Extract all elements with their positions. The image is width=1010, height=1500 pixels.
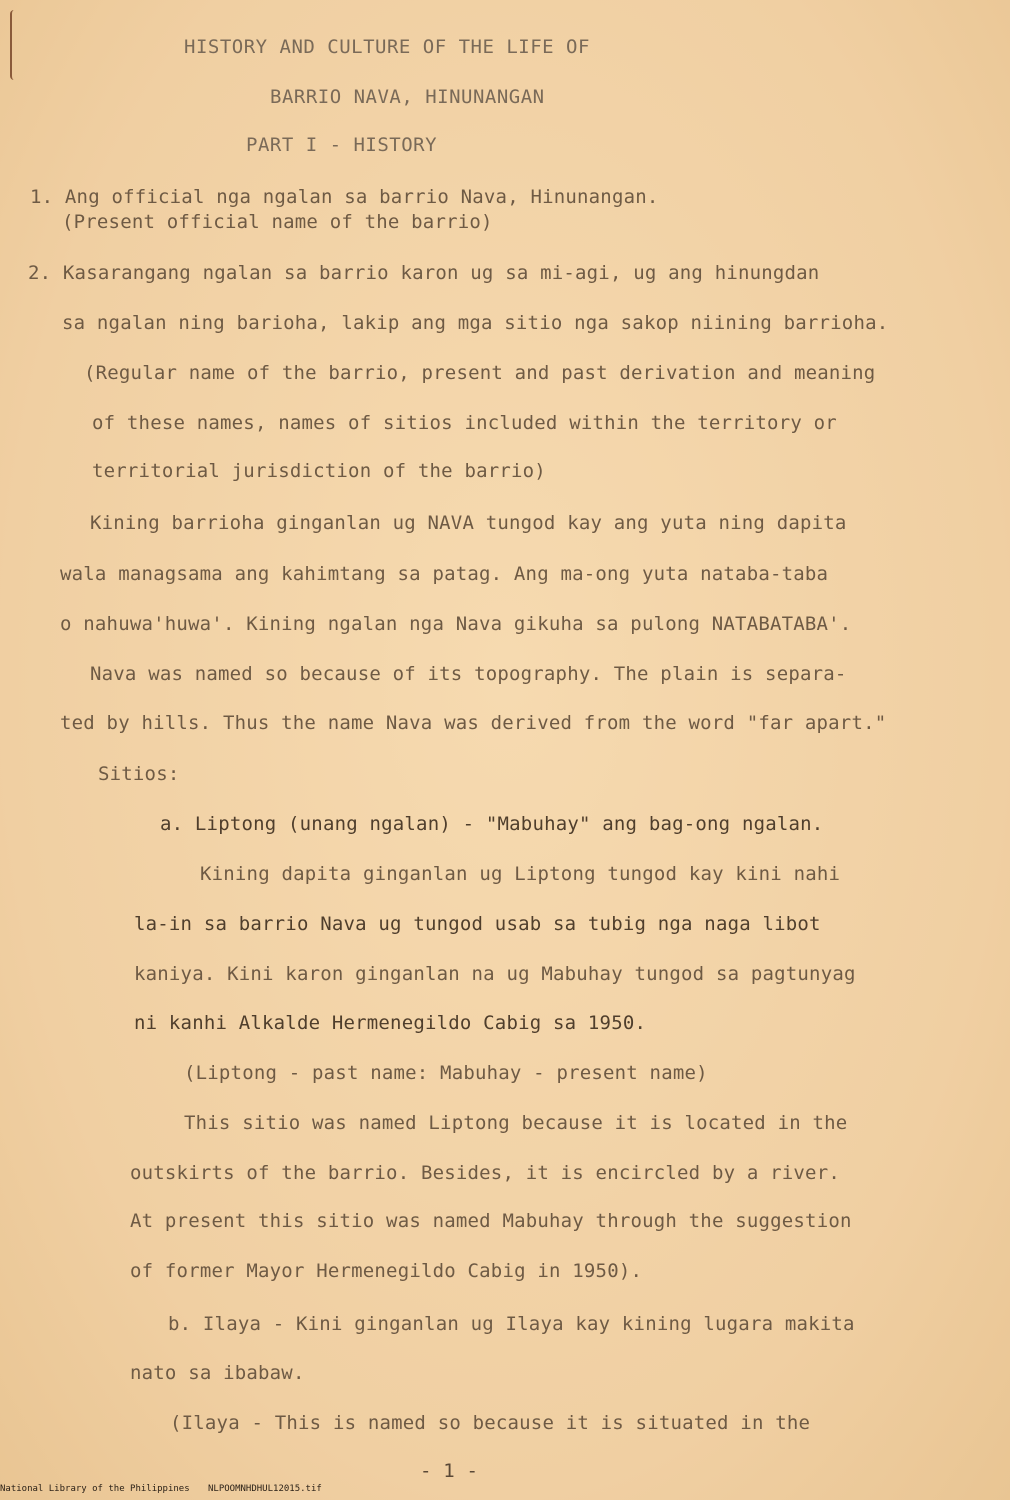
sitio-b-heading: b. Ilaya - Kini ginganlan ug Ilaya kay kining lugara makita	[168, 1313, 855, 1335]
sitios-label: Sitios:	[98, 763, 180, 785]
sitio-a-cebuano-line2: la-in sa barrio Nava ug tungod usab sa tubig nga naga libot	[134, 913, 821, 935]
item2-line3: (Regular name of the barrio, present and past derivation and meaning	[84, 362, 876, 384]
sitio-a-cebuano-line1: Kining dapita ginganlan ug Liptong tungod kay kini nahi	[200, 863, 841, 885]
file-name: NLPOOMNHDHUL12015.tif	[208, 1484, 322, 1494]
sitio-a-cebuano-line3: kaniya. Kini karon ginganlan na ug Mabuhay tungod sa pagtunyag	[134, 963, 856, 985]
item1-line2: (Present official name of the barrio)	[62, 211, 493, 233]
nava-english-line1: Nava was named so because of its topography. The plain is separa-	[90, 663, 847, 685]
sitio-b-english-line1: (Ilaya - This is named so because it is situated in the	[170, 1412, 811, 1434]
item2-line2: sa ngalan ning barioha, lakip ang mga sitio nga sakop niining barrioha.	[62, 312, 889, 334]
nava-cebuano-line3: o nahuwa'huwa'. Kining ngalan nga Nava gikuha sa pulong NATABATABA'.	[60, 613, 852, 635]
nava-english-line2: ted by hills. Thus the name Nava was derived from the word "far apart."	[60, 712, 887, 734]
sitio-a-english-line3: At present this sitio was named Mabuhay through the suggestion	[130, 1210, 852, 1232]
sitio-a-cebuano-line4: ni kanhi Alkalde Hermenegildo Cabig sa 1950.	[134, 1012, 647, 1034]
sitio-a-paren-note: (Liptong - past name: Mabuhay - present name)	[184, 1062, 708, 1084]
item2-line4: of these names, names of sitios included within the territory or	[92, 412, 837, 434]
page-number: - 1 -	[420, 1460, 479, 1482]
sitio-a-english-line2: outskirts of the barrio. Besides, it is encircled by a river.	[130, 1162, 840, 1184]
document-title-line2: BARRIO NAVA, HINUNANGAN	[270, 86, 545, 108]
page-edge-mark	[10, 10, 28, 80]
library-credit: National Library of the Philippines	[0, 1484, 190, 1494]
document-title-line1: HISTORY AND CULTURE OF THE LIFE OF	[184, 36, 590, 58]
sitio-a-english-line4: of former Mayor Hermenegildo Cabig in 1950).	[130, 1260, 643, 1282]
item2-line1: 2. Kasarangang ngalan sa barrio karon ug sa mi-agi, ug ang hinungdan	[28, 262, 820, 284]
nava-cebuano-line2: wala managsama ang kahimtang sa patag. Ang ma-ong yuta nataba-taba	[60, 563, 829, 585]
item2-line5: territorial jurisdiction of the barrio)	[92, 460, 546, 482]
part-heading: PART I - HISTORY	[246, 134, 438, 156]
sitio-b-line2: nato sa ibabaw.	[130, 1362, 305, 1384]
nava-cebuano-line1: Kining barrioha ginganlan ug NAVA tungod kay ang yuta ning dapita	[90, 512, 847, 534]
sitio-a-heading: a. Liptong (unang ngalan) - "Mabuhay" ang bag-ong ngalan.	[160, 813, 824, 835]
item1-line1: 1. Ang official nga ngalan sa barrio Nava, Hinunangan.	[30, 186, 659, 208]
sitio-a-english-line1: This sitio was named Liptong because it is located in the	[184, 1112, 848, 1134]
